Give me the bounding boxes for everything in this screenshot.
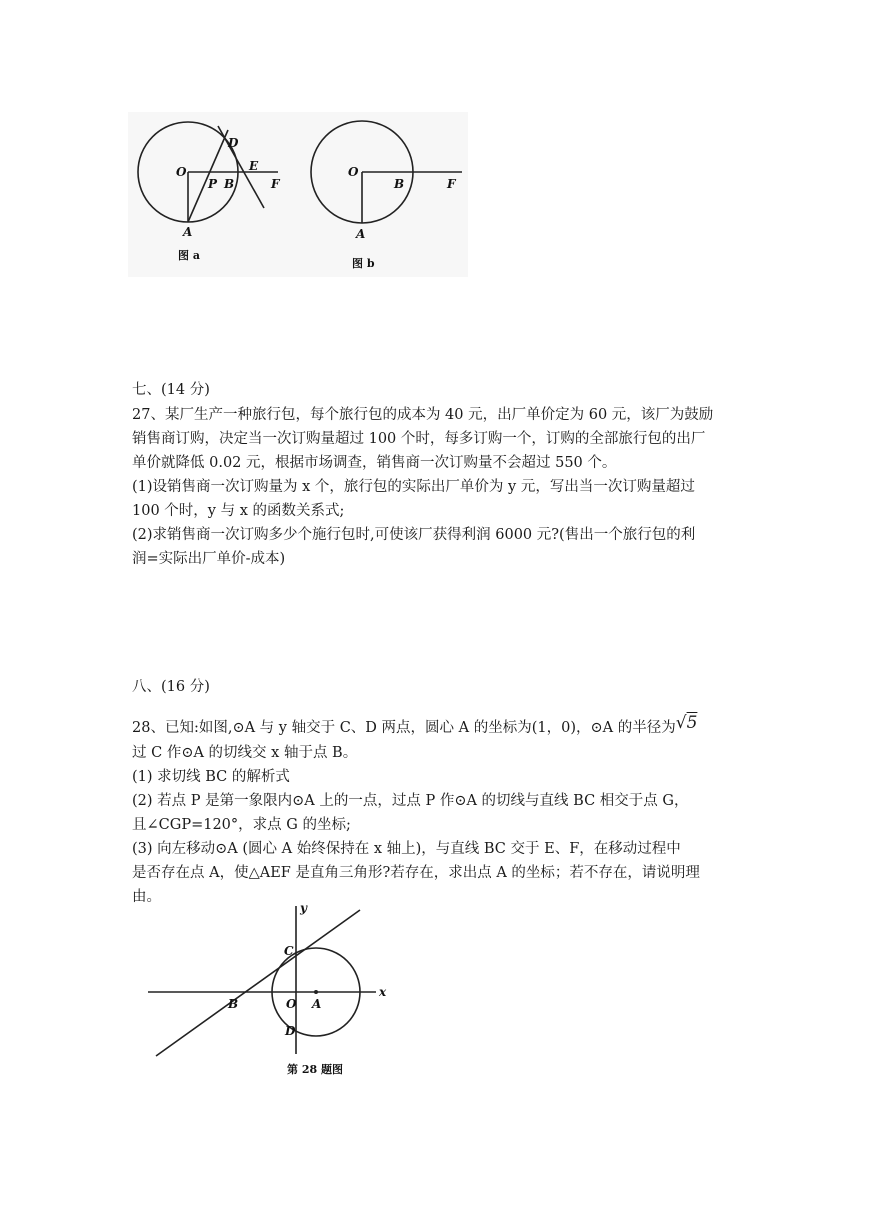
section-8-line: 过 C 作⊙A 的切线交 x 轴于点 B。 — [132, 745, 358, 761]
fig-a-label-a: A — [183, 225, 193, 239]
fig-b-label-o: O — [348, 165, 359, 179]
fig-a-label-f: F — [271, 177, 280, 191]
section-8-line — [132, 715, 697, 740]
fig-a-caption: 图 a — [178, 249, 200, 262]
figure-28 — [140, 898, 400, 1088]
fig-b-label-f: F — [447, 177, 456, 191]
section-7-line: 100 个时，y 与 x 的函数关系式; — [132, 503, 345, 519]
fig-a-label-d: D — [228, 136, 239, 150]
section-8-line: (3) 向左移动⊙A (圆心 A 始终保持在 x 轴上)，与直线 BC 交于 E、F，在移动过程中 — [132, 841, 681, 857]
section-7-line: 销售商订购，决定当一次订购量超过 100 个时，每多订购一个，订购的全部旅行包的出厂 — [132, 431, 706, 447]
label-x: x — [379, 985, 387, 999]
section-8-line: 由。 — [132, 889, 161, 905]
center-a-dot — [314, 990, 318, 994]
section-8-line1-text: 28、已知:如图,⊙A 与 y 轴交于 C、D 两点，圆心 A 的坐标为(1，0)，⊙A 的半径为 — [132, 720, 676, 736]
section-7-line: 27、某厂生产一种旅行包，每个旅行包的成本为 40 元，出厂单价定为 60 元，该厂为鼓励 — [132, 407, 714, 423]
label-o: O — [286, 997, 297, 1011]
label-d: D — [285, 1024, 296, 1038]
fig-a-label-o: O — [176, 165, 187, 179]
sqrt-radicand: 5 — [686, 713, 698, 733]
section-8-line: (2) 若点 P 是第一象限内⊙A 上的一点，过点 P 作⊙A 的切线与直线 BC 相交于点 G， — [132, 793, 689, 809]
top-figures — [128, 112, 468, 277]
fig-b-caption: 图 b — [352, 257, 375, 270]
section-7-line: (2)求销售商一次订购多少个施行包时,可使该厂获得利润 6000 元?(售出一个旅行包的利 — [132, 527, 696, 543]
fig-b-label-b: B — [394, 177, 405, 191]
section-7-heading: 七、(14 分) — [132, 382, 210, 398]
label-b: B — [228, 997, 239, 1011]
section-8-heading: 八、(16 分) — [132, 679, 210, 695]
fig-a-label-b: B — [224, 177, 235, 191]
section-8-line: 是否存在点 A，使△AEF 是直角三角形?若存在，求出点 A 的坐标；若不存在，请说明理 — [132, 865, 700, 881]
label-c: C — [284, 944, 294, 958]
label-a: A — [312, 997, 322, 1011]
sqrt-symbol: √5 — [675, 713, 698, 733]
section-7-line: 润=实际出厂单价-成本) — [132, 551, 286, 567]
section-8-line: (1) 求切线 BC 的解析式 — [132, 769, 290, 785]
fig-b-label-a: A — [356, 227, 366, 241]
label-y: y — [300, 901, 307, 915]
figure-28-caption: 第 28 题图 — [287, 1063, 343, 1076]
section-7-line: 单价就降低 0.02 元，根据市场调查，销售商一次订购量不会超过 550 个。 — [132, 455, 617, 471]
fig-a-label-e: E — [249, 159, 259, 173]
section-8-line: 且∠CGP=120°，求点 G 的坐标; — [132, 817, 351, 833]
fig-a-label-p: P — [208, 177, 218, 191]
section-7-line: (1)设销售商一次订购量为 x 个，旅行包的实际出厂单价为 y 元，写出当一次订购量超过 — [132, 479, 695, 495]
